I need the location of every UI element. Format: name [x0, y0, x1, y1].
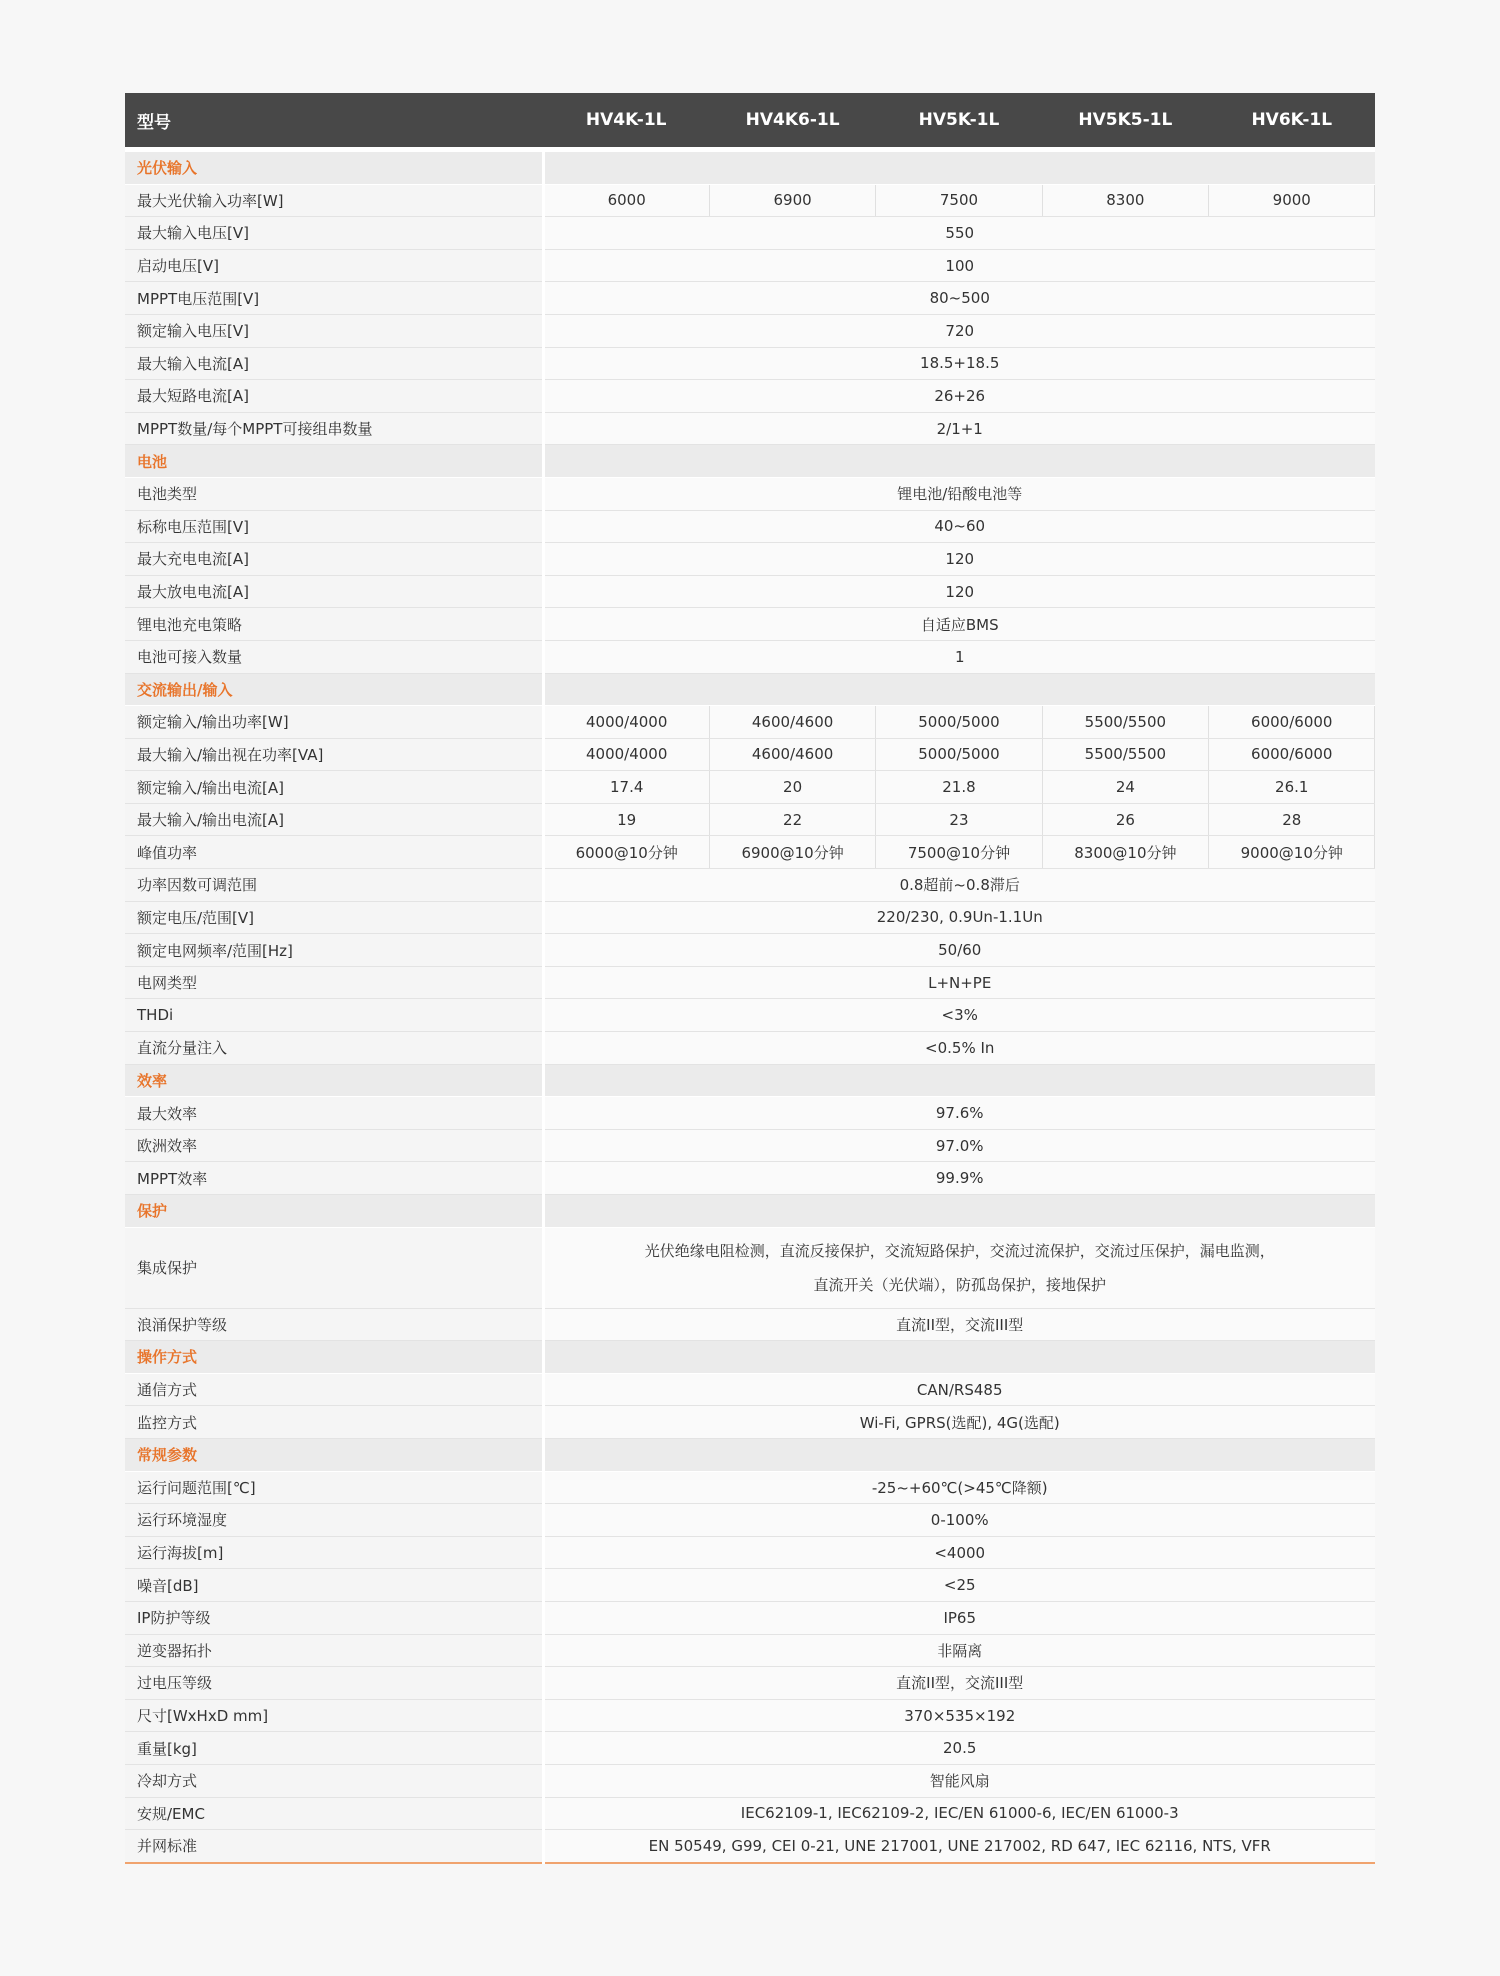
- section-title: 常规参数: [125, 1438, 543, 1471]
- row-value-line: 光伏绝缘电阻检测，直流反接保护，交流短路保护，交流过流保护，交流过压保护，漏电监测，: [644, 1241, 1275, 1260]
- row-value-multiline: [543, 1227, 1375, 1308]
- row-value-cell: 23: [876, 803, 1042, 836]
- header-model-hv5k5-1l: HV5K5-1L: [1042, 93, 1208, 150]
- table-row: [125, 412, 1375, 445]
- table-row: [125, 966, 1375, 999]
- row-label: 过电压等级: [125, 1667, 543, 1700]
- table-row: [125, 347, 1375, 380]
- spec-table: [125, 93, 1375, 1864]
- table-row: [125, 1032, 1375, 1065]
- row-value-cell: 6900@10分钟: [709, 836, 875, 869]
- table-row: [125, 249, 1375, 282]
- row-label: 监控方式: [125, 1406, 543, 1439]
- row-value: 自适应BMS: [543, 608, 1375, 641]
- row-value: <25: [543, 1569, 1375, 1602]
- row-label: 功率因数可调范围: [125, 869, 543, 902]
- row-label: 最大效率: [125, 1097, 543, 1130]
- row-value-cell: 19: [543, 803, 709, 836]
- section-fill: [543, 445, 1375, 478]
- table-row: [125, 380, 1375, 413]
- table-row: [125, 1373, 1375, 1406]
- row-label: 最大光伏输入功率[W]: [125, 184, 543, 217]
- row-value: 97.6%: [543, 1097, 1375, 1130]
- table-header: [125, 93, 1375, 150]
- row-label: 安规/EMC: [125, 1797, 543, 1830]
- row-value: 0.8超前~0.8滞后: [543, 869, 1375, 902]
- row-label: 直流分量注入: [125, 1032, 543, 1065]
- section-title: 电池: [125, 445, 543, 478]
- row-label: 欧洲效率: [125, 1129, 543, 1162]
- row-label: 标称电压范围[V]: [125, 510, 543, 543]
- row-label: 浪涌保护等级: [125, 1308, 543, 1341]
- row-label: 最大充电电流[A]: [125, 543, 543, 576]
- section-fill: [543, 1064, 1375, 1097]
- row-label: 冷却方式: [125, 1764, 543, 1797]
- row-label: 额定输入电压[V]: [125, 314, 543, 347]
- header-model-label: 型号: [125, 93, 543, 150]
- row-value-cell: 17.4: [543, 771, 709, 804]
- row-value-cell: 24: [1042, 771, 1208, 804]
- row-label: 噪音[dB]: [125, 1569, 543, 1602]
- table-row: [125, 1732, 1375, 1765]
- row-value-cell: 26.1: [1209, 771, 1375, 804]
- row-label: 最大短路电流[A]: [125, 380, 543, 413]
- table-row: [125, 575, 1375, 608]
- section-fill: [543, 673, 1375, 706]
- row-value: Wi-Fi, GPRS(选配), 4G(选配): [543, 1406, 1375, 1439]
- table-row: [125, 608, 1375, 641]
- row-label: 最大输入电压[V]: [125, 217, 543, 250]
- section-fill: [543, 150, 1375, 185]
- row-value-cell: 7500: [876, 184, 1042, 217]
- section-title: 光伏输入: [125, 150, 543, 185]
- row-value: 50/60: [543, 934, 1375, 967]
- row-label: 电池类型: [125, 477, 543, 510]
- row-value-cell: 4600/4600: [709, 738, 875, 771]
- table-row: [125, 771, 1375, 804]
- section-title: 操作方式: [125, 1341, 543, 1374]
- table-row: [125, 706, 1375, 739]
- row-label: 峰值功率: [125, 836, 543, 869]
- table-row: [125, 901, 1375, 934]
- row-value: 97.0%: [543, 1129, 1375, 1162]
- header-model-hv6k-1l: HV6K-1L: [1209, 93, 1375, 150]
- table-row: [125, 1504, 1375, 1537]
- table-row: [125, 934, 1375, 967]
- table-row: [125, 217, 1375, 250]
- row-value: CAN/RS485: [543, 1373, 1375, 1406]
- table-row: [125, 1097, 1375, 1130]
- row-label: 运行环境湿度: [125, 1504, 543, 1537]
- section-row: [125, 1064, 1375, 1097]
- table-row: [125, 999, 1375, 1032]
- table-row: [125, 184, 1375, 217]
- row-value-cell: 20: [709, 771, 875, 804]
- row-value: 18.5+18.5: [543, 347, 1375, 380]
- row-value-cell: 9000@10分钟: [1209, 836, 1375, 869]
- row-value: 锂电池/铅酸电池等: [543, 477, 1375, 510]
- table-row: [125, 1308, 1375, 1341]
- row-value: 100: [543, 249, 1375, 282]
- row-value-cell: 6900: [709, 184, 875, 217]
- row-label: 额定输入/输出电流[A]: [125, 771, 543, 804]
- header-model-hv4k-1l: HV4K-1L: [543, 93, 709, 150]
- row-label: 逆变器拓扑: [125, 1634, 543, 1667]
- section-row: [125, 673, 1375, 706]
- row-value-cell: 6000/6000: [1209, 706, 1375, 739]
- row-label: 集成保护: [125, 1227, 543, 1308]
- row-value: IEC62109-1, IEC62109-2, IEC/EN 61000-6, IEC/EN 61000-3: [543, 1797, 1375, 1830]
- row-value-cell: 26: [1042, 803, 1208, 836]
- row-value-cell: 7500@10分钟: [876, 836, 1042, 869]
- row-value: 220/230, 0.9Un-1.1Un: [543, 901, 1375, 934]
- row-label: MPPT效率: [125, 1162, 543, 1195]
- table-body: [125, 150, 1375, 1863]
- section-title: 效率: [125, 1064, 543, 1097]
- table-row: [125, 803, 1375, 836]
- row-label: 重量[kg]: [125, 1732, 543, 1765]
- table-row: [125, 510, 1375, 543]
- row-label: IP防护等级: [125, 1601, 543, 1634]
- header-model-hv5k-1l: HV5K-1L: [876, 93, 1042, 150]
- row-value-cell: 5500/5500: [1042, 738, 1208, 771]
- row-value-cell: 22: [709, 803, 875, 836]
- row-value: 26+26: [543, 380, 1375, 413]
- row-value: 非隔离: [543, 1634, 1375, 1667]
- row-value: -25~+60℃(>45℃降额): [543, 1471, 1375, 1504]
- row-label: THDi: [125, 999, 543, 1032]
- row-value: 40~60: [543, 510, 1375, 543]
- row-value: 99.9%: [543, 1162, 1375, 1195]
- row-value: 550: [543, 217, 1375, 250]
- section-fill: [543, 1195, 1375, 1228]
- table-row: [125, 1569, 1375, 1602]
- table-row: [125, 314, 1375, 347]
- row-value: <3%: [543, 999, 1375, 1032]
- row-label: 运行海拔[m]: [125, 1536, 543, 1569]
- row-value: IP65: [543, 1601, 1375, 1634]
- row-label: 额定电压/范围[V]: [125, 901, 543, 934]
- row-value: 2/1+1: [543, 412, 1375, 445]
- row-label: 锂电池充电策略: [125, 608, 543, 641]
- row-value-cell: 4000/4000: [543, 738, 709, 771]
- row-value-cell: 5000/5000: [876, 738, 1042, 771]
- row-label: 额定输入/输出功率[W]: [125, 706, 543, 739]
- row-label: MPPT数量/每个MPPT可接组串数量: [125, 412, 543, 445]
- section-row: [125, 1341, 1375, 1374]
- row-value-cell: 6000: [543, 184, 709, 217]
- row-value: 1: [543, 640, 1375, 673]
- row-value-line: 直流开关（光伏端），防孤岛保护，接地保护: [813, 1275, 1106, 1294]
- row-label: 通信方式: [125, 1373, 543, 1406]
- section-row: [125, 150, 1375, 185]
- row-value: 370×535×192: [543, 1699, 1375, 1732]
- table-row: [125, 282, 1375, 315]
- row-label: 最大输入/输出视在功率[VA]: [125, 738, 543, 771]
- row-label: 电池可接入数量: [125, 640, 543, 673]
- row-value: 智能风扇: [543, 1764, 1375, 1797]
- table-row: [125, 1471, 1375, 1504]
- section-row: [125, 1438, 1375, 1471]
- table-row: [125, 869, 1375, 902]
- header-row: [125, 93, 1375, 150]
- row-value-cell: 8300: [1042, 184, 1208, 217]
- row-value: 0-100%: [543, 1504, 1375, 1537]
- table-row: [125, 1797, 1375, 1830]
- table-row: [125, 1634, 1375, 1667]
- section-title: 保护: [125, 1195, 543, 1228]
- section-title: 交流输出/输入: [125, 673, 543, 706]
- row-label: 最大放电电流[A]: [125, 575, 543, 608]
- table-row: [125, 738, 1375, 771]
- row-value-cell: 4000/4000: [543, 706, 709, 739]
- table-row: [125, 1162, 1375, 1195]
- row-value: 80~500: [543, 282, 1375, 315]
- row-value: 20.5: [543, 1732, 1375, 1765]
- row-value: 120: [543, 575, 1375, 608]
- row-value: 直流II型，交流III型: [543, 1667, 1375, 1700]
- row-value-cell: 8300@10分钟: [1042, 836, 1208, 869]
- row-value: 720: [543, 314, 1375, 347]
- row-label: 启动电压[V]: [125, 249, 543, 282]
- table-row: [125, 1830, 1375, 1863]
- row-value-cell: 21.8: [876, 771, 1042, 804]
- row-label: 并网标准: [125, 1830, 543, 1863]
- row-value: <0.5% In: [543, 1032, 1375, 1065]
- row-value-cell: 6000/6000: [1209, 738, 1375, 771]
- row-label: MPPT电压范围[V]: [125, 282, 543, 315]
- row-value-cell: 4600/4600: [709, 706, 875, 739]
- header-model-hv4k6-1l: HV4K6-1L: [709, 93, 875, 150]
- row-value-cell: 5500/5500: [1042, 706, 1208, 739]
- row-value: L+N+PE: [543, 966, 1375, 999]
- section-fill: [543, 1341, 1375, 1374]
- row-value-cell: 6000@10分钟: [543, 836, 709, 869]
- table-row: [125, 1699, 1375, 1732]
- table-row: [125, 1129, 1375, 1162]
- row-label: 最大输入/输出电流[A]: [125, 803, 543, 836]
- row-label: 最大输入电流[A]: [125, 347, 543, 380]
- row-value: <4000: [543, 1536, 1375, 1569]
- row-label: 电网类型: [125, 966, 543, 999]
- table-row: [125, 1406, 1375, 1439]
- section-row: [125, 1195, 1375, 1228]
- table-row: [125, 1536, 1375, 1569]
- table-row: [125, 1227, 1375, 1308]
- row-label: 额定电网频率/范围[Hz]: [125, 934, 543, 967]
- row-value: EN 50549, G99, CEI 0-21, UNE 217001, UNE 217002, RD 647, IEC 62116, NTS, VFR: [543, 1830, 1375, 1863]
- table-row: [125, 1667, 1375, 1700]
- row-value-cell: 5000/5000: [876, 706, 1042, 739]
- section-fill: [543, 1438, 1375, 1471]
- table-row: [125, 543, 1375, 576]
- row-value: 直流II型，交流III型: [543, 1308, 1375, 1341]
- row-label: 尺寸[WxHxD mm]: [125, 1699, 543, 1732]
- table-row: [125, 640, 1375, 673]
- row-value-cell: 9000: [1209, 184, 1375, 217]
- row-value: 120: [543, 543, 1375, 576]
- table-row: [125, 836, 1375, 869]
- spec-sheet: [125, 93, 1375, 1864]
- table-row: [125, 1601, 1375, 1634]
- section-row: [125, 445, 1375, 478]
- table-row: [125, 477, 1375, 510]
- row-label: 运行问题范围[℃]: [125, 1471, 543, 1504]
- row-value-cell: 28: [1209, 803, 1375, 836]
- table-row: [125, 1764, 1375, 1797]
